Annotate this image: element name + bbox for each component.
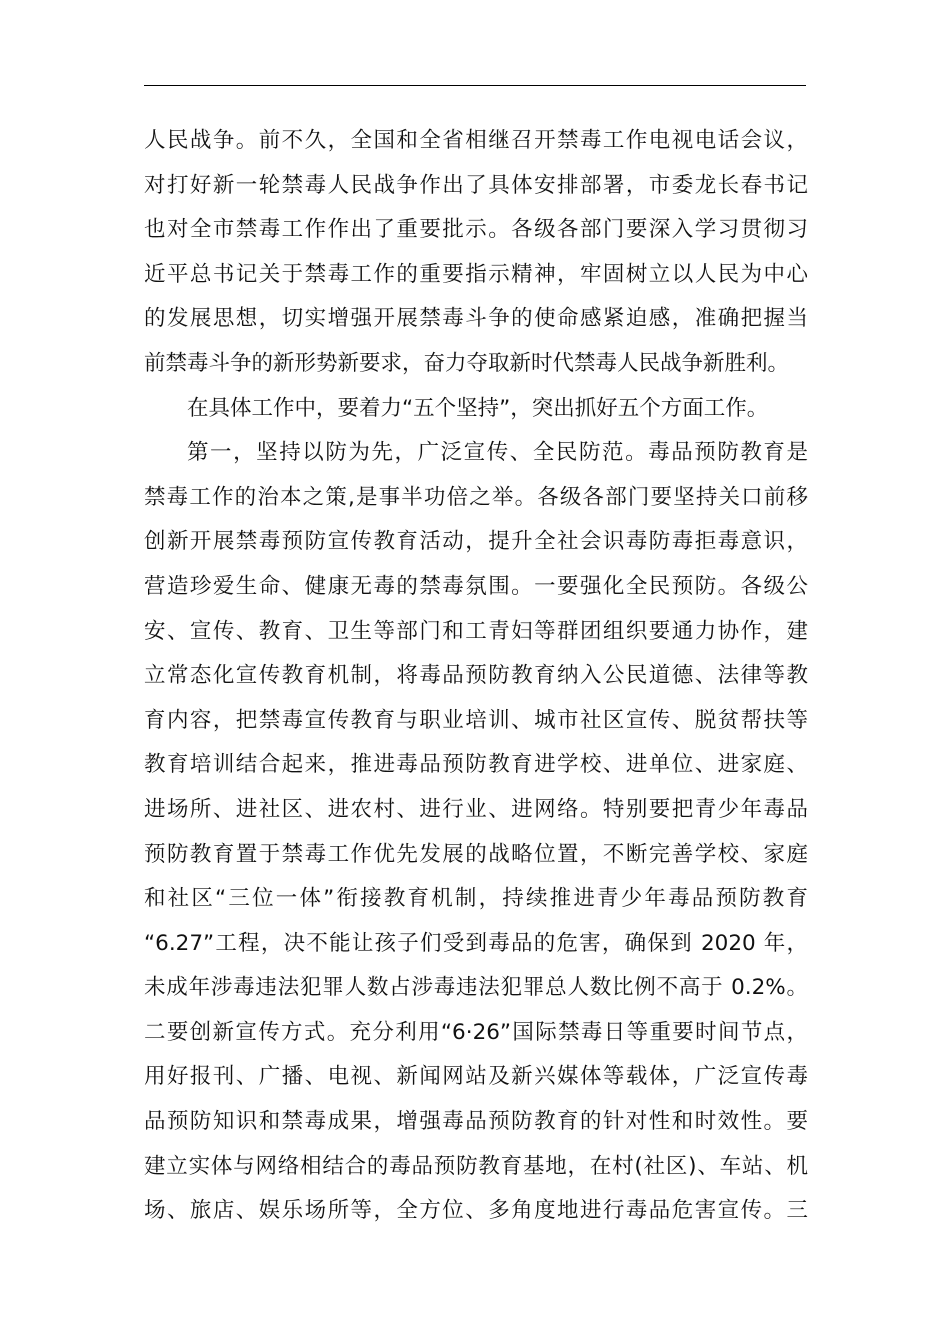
header-rule [144, 85, 806, 86]
text-line: 创新开展禁毒预防宣传教育活动，提升全社会识毒防毒拒毒意识， [144, 529, 808, 555]
text-line: 也对全市禁毒工作作出了重要批示。各级各部门要深入学习贯彻习 [144, 217, 808, 243]
text-line: 二要创新宣传方式。充分利用“6·26”国际禁毒日等重要时间节点， [144, 1019, 808, 1045]
text-line: 安、宣传、教育、卫生等部门和工青妇等群团组织要通力协作，建 [144, 618, 808, 644]
text-line: 品预防知识和禁毒成果，增强毒品预防教育的针对性和时效性。要 [144, 1109, 808, 1135]
text-line: 用好报刊、广播、电视、新闻网站及新兴媒体等载体，广泛宣传毒 [144, 1064, 808, 1090]
text-line: 未成年涉毒违法犯罪人数占涉毒违法犯罪总人数比例不高于 0.2%。 [144, 975, 808, 1001]
text-line: “6.27”工程，决不能让孩子们受到毒品的危害，确保到 2020 年， [144, 930, 808, 956]
text-line: 教育培训结合起来，推进毒品预防教育进学校、进单位、进家庭、 [144, 752, 808, 778]
text-line: 禁毒工作的治本之策,是事半功倍之举。各级各部门要坚持关口前移 [144, 484, 808, 510]
text-line: 营造珍爱生命、健康无毒的禁毒氛围。一要强化全民预防。各级公 [144, 573, 808, 599]
text-line: 育内容，把禁毒宣传教育与职业培训、城市社区宣传、脱贫帮扶等 [144, 707, 808, 733]
text-line: 建立实体与网络相结合的毒品预防教育基地，在村(社区)、车站、机 [144, 1153, 808, 1179]
text-line: 立常态化宣传教育机制，将毒品预防教育纳入公民道德、法律等教 [144, 663, 808, 689]
text-line: 的发展思想，切实增强开展禁毒斗争的使命感紧迫感，准确把握当 [144, 306, 808, 332]
text-line: 前禁毒斗争的新形势新要求，奋力夺取新时代禁毒人民战争新胜利。 [144, 350, 790, 376]
text-line: 预防教育置于禁毒工作优先发展的战略位置，不断完善学校、家庭 [144, 841, 808, 867]
body-text [144, 119, 808, 1234]
text-line: 第一，坚持以防为先，广泛宣传、全民防范。毒品预防教育是 [187, 440, 808, 466]
text-line: 在具体工作中，要着力“五个坚持”，突出抓好五个方面工作。 [187, 395, 769, 421]
text-line: 人民战争。前不久，全国和全省相继召开禁毒工作电视电话会议， [144, 128, 808, 153]
text-line: 场、旅店、娱乐场所等，全方位、多角度地进行毒品危害宣传。三 [144, 1198, 808, 1224]
text-line: 和社区“三位一体”衔接教育机制，持续推进青少年毒品预防教育 [144, 886, 808, 912]
text-line: 对打好新一轮禁毒人民战争作出了具体安排部署，市委龙长春书记 [144, 172, 808, 198]
text-line: 近平总书记关于禁毒工作的重要指示精神，牢固树立以人民为中心 [144, 261, 808, 287]
text-line: 进场所、进社区、进农村、进行业、进网络。特别要把青少年毒品 [144, 796, 808, 822]
